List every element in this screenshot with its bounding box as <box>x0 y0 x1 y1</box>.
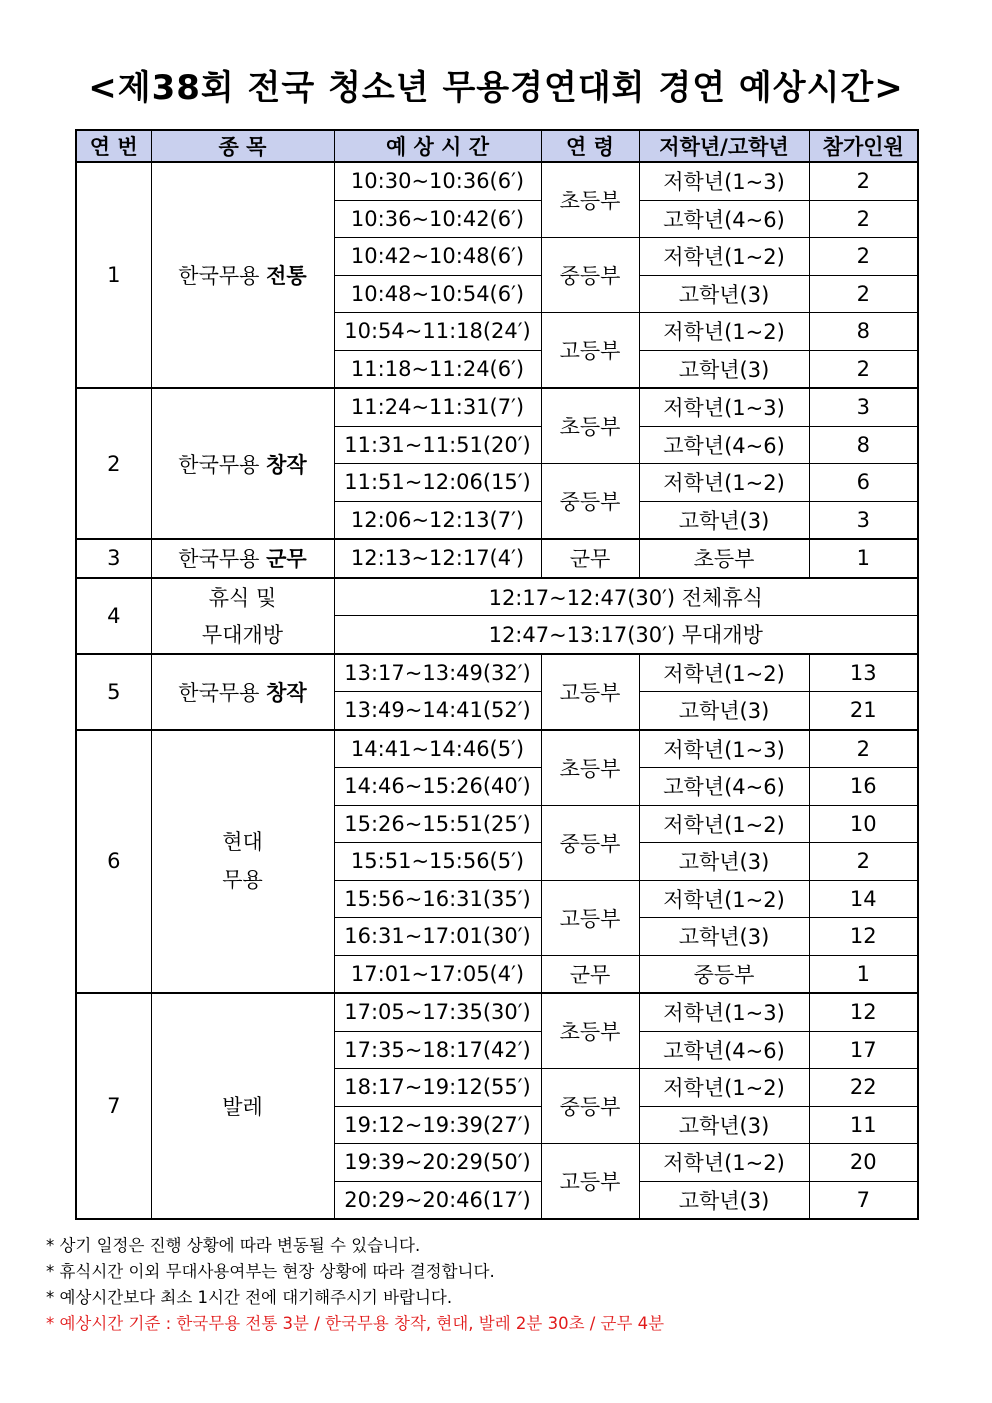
count-cell: 21 <box>809 692 918 730</box>
grade-cell: 저학년(1~3) <box>639 993 809 1031</box>
group-number: 4 <box>76 578 151 654</box>
header-time: 예 상 시 간 <box>334 130 541 162</box>
time-cell: 13:17~13:49(32′) <box>334 654 541 692</box>
grade-cell: 고학년(3) <box>639 843 809 881</box>
count-cell: 2 <box>809 200 918 238</box>
age-cell: 고등부 <box>541 654 639 730</box>
count-cell: 14 <box>809 880 918 918</box>
grade-cell: 중등부 <box>639 955 809 993</box>
grade-cell: 저학년(1~2) <box>639 238 809 276</box>
table-row <box>76 993 918 1031</box>
count-cell: 10 <box>809 805 918 843</box>
time-cell: 11:24~11:31(7′) <box>334 388 541 426</box>
time-cell: 19:39~20:29(50′) <box>334 1144 541 1182</box>
age-cell: 중등부 <box>541 238 639 313</box>
age-cell: 고등부 <box>541 313 639 389</box>
age-cell: 초등부 <box>541 993 639 1069</box>
time-cell: 14:41~14:46(5′) <box>334 730 541 768</box>
break-cell: 12:17~12:47(30′) 전체휴식 <box>334 578 918 616</box>
count-cell: 17 <box>809 1031 918 1069</box>
grade-cell: 고학년(3) <box>639 692 809 730</box>
count-cell: 11 <box>809 1106 918 1144</box>
count-cell: 20 <box>809 1144 918 1182</box>
event-name: 한국무용 창작 <box>151 654 334 730</box>
count-cell: 3 <box>809 501 918 539</box>
grade-cell: 고학년(4~6) <box>639 768 809 806</box>
time-cell: 15:51~15:56(5′) <box>334 843 541 881</box>
time-cell: 17:35~18:17(42′) <box>334 1031 541 1069</box>
count-cell: 2 <box>809 275 918 313</box>
grade-cell: 저학년(1~2) <box>639 313 809 351</box>
count-cell: 3 <box>809 388 918 426</box>
count-cell: 2 <box>809 162 918 200</box>
time-cell: 15:26~15:51(25′) <box>334 805 541 843</box>
grade-cell: 고학년(3) <box>639 275 809 313</box>
table-row <box>76 162 918 200</box>
time-cell: 11:31~11:51(20′) <box>334 426 541 464</box>
count-cell: 2 <box>809 843 918 881</box>
age-cell: 초등부 <box>541 730 639 806</box>
grade-cell: 고학년(3) <box>639 1106 809 1144</box>
grade-cell: 고학년(3) <box>639 918 809 956</box>
grade-cell: 고학년(3) <box>639 501 809 539</box>
count-cell: 2 <box>809 238 918 276</box>
count-cell: 12 <box>809 918 918 956</box>
stage-open-cell: 12:47~13:17(30′) 무대개방 <box>334 616 918 654</box>
event-name: 현대 무용 <box>151 730 334 994</box>
group-number: 7 <box>76 993 151 1219</box>
header-age: 연 령 <box>541 130 639 162</box>
time-cell: 10:48~10:54(6′) <box>334 275 541 313</box>
time-cell: 20:29~20:46(17′) <box>334 1181 541 1219</box>
note-item: * 상기 일정은 진행 상황에 따라 변동될 수 있습니다. <box>46 1236 421 1255</box>
table-row <box>76 539 918 578</box>
count-cell: 12 <box>809 993 918 1031</box>
event-name: 한국무용 전통 <box>151 162 334 388</box>
note-item: * 예상시간보다 최소 1시간 전에 대기해주시기 바랍니다. <box>46 1288 453 1307</box>
count-cell: 6 <box>809 464 918 502</box>
count-cell: 7 <box>809 1181 918 1219</box>
table-row <box>76 578 918 616</box>
group-number: 6 <box>76 730 151 994</box>
grade-cell: 초등부 <box>639 539 809 578</box>
time-cell: 18:17~19:12(55′) <box>334 1069 541 1107</box>
count-cell: 13 <box>809 654 918 692</box>
count-cell: 8 <box>809 313 918 351</box>
time-cell: 19:12~19:39(27′) <box>334 1106 541 1144</box>
count-cell: 16 <box>809 768 918 806</box>
grade-cell: 저학년(1~3) <box>639 162 809 200</box>
grade-cell: 저학년(1~2) <box>639 1144 809 1182</box>
count-cell: 2 <box>809 730 918 768</box>
notes <box>46 1233 664 1337</box>
grade-cell: 저학년(1~3) <box>639 730 809 768</box>
time-cell: 10:54~11:18(24′) <box>334 313 541 351</box>
count-cell: 2 <box>809 350 918 388</box>
age-cell: 고등부 <box>541 1144 639 1220</box>
time-cell: 11:18~11:24(6′) <box>334 350 541 388</box>
group-number: 5 <box>76 654 151 730</box>
table-row <box>76 388 918 426</box>
time-cell: 14:46~15:26(40′) <box>334 768 541 806</box>
grade-cell: 저학년(1~2) <box>639 654 809 692</box>
grade-cell: 고학년(4~6) <box>639 200 809 238</box>
age-cell: 초등부 <box>541 388 639 464</box>
event-name-line2: 무대개방 <box>151 616 334 654</box>
grade-cell: 고학년(3) <box>639 350 809 388</box>
time-cell: 13:49~14:41(52′) <box>334 692 541 730</box>
count-cell: 1 <box>809 539 918 578</box>
time-cell: 16:31~17:01(30′) <box>334 918 541 956</box>
event-name: 한국무용 군무 <box>151 539 334 578</box>
header-event: 종 목 <box>151 130 334 162</box>
grade-cell: 저학년(1~3) <box>639 388 809 426</box>
note-item: * 휴식시간 이외 무대사용여부는 현장 상황에 따라 결정합니다. <box>46 1262 495 1281</box>
grade-cell: 저학년(1~2) <box>639 464 809 502</box>
note-item-highlight: * 예상시간 기준 : 한국무용 전통 3분 / 한국무용 창작, 현대, 발레 2분 30초 / 군무 4분 <box>46 1314 665 1333</box>
time-cell: 10:36~10:42(6′) <box>334 200 541 238</box>
count-cell: 1 <box>809 955 918 993</box>
grade-cell: 저학년(1~2) <box>639 805 809 843</box>
group-number: 2 <box>76 388 151 539</box>
age-cell: 중등부 <box>541 464 639 540</box>
time-cell: 10:30~10:36(6′) <box>334 162 541 200</box>
age-cell: 군무 <box>541 955 639 993</box>
grade-cell: 고학년(4~6) <box>639 426 809 464</box>
age-cell: 중등부 <box>541 805 639 880</box>
grade-cell: 고학년(4~6) <box>639 1031 809 1069</box>
age-cell: 고등부 <box>541 880 639 955</box>
header-no: 연 번 <box>76 130 151 162</box>
table-header-row <box>76 130 918 162</box>
schedule-table <box>75 129 919 1220</box>
table-row <box>76 654 918 692</box>
event-name-line1: 휴식 및 <box>151 578 334 616</box>
table-row <box>76 616 918 654</box>
group-number: 1 <box>76 162 151 388</box>
time-cell: 10:42~10:48(6′) <box>334 238 541 276</box>
time-cell: 17:05~17:35(30′) <box>334 993 541 1031</box>
header-count: 참가인원 <box>809 130 918 162</box>
age-cell: 군무 <box>541 539 639 578</box>
group-number: 3 <box>76 539 151 578</box>
grade-cell: 저학년(1~2) <box>639 880 809 918</box>
count-cell: 8 <box>809 426 918 464</box>
event-name: 발레 <box>151 993 334 1219</box>
header-grade: 저학년/고학년 <box>639 130 809 162</box>
grade-cell: 저학년(1~2) <box>639 1069 809 1107</box>
time-cell: 17:01~17:05(4′) <box>334 955 541 993</box>
page-title: <제38회 전국 청소년 무용경연대회 경연 예상시간> <box>88 68 904 108</box>
event-name: 한국무용 창작 <box>151 388 334 539</box>
time-cell: 12:13~12:17(4′) <box>334 539 541 578</box>
time-cell: 12:06~12:13(7′) <box>334 501 541 539</box>
count-cell: 22 <box>809 1069 918 1107</box>
table-row <box>76 730 918 768</box>
age-cell: 초등부 <box>541 162 639 238</box>
grade-cell: 고학년(3) <box>639 1181 809 1219</box>
age-cell: 중등부 <box>541 1069 639 1144</box>
time-cell: 15:56~16:31(35′) <box>334 880 541 918</box>
time-cell: 11:51~12:06(15′) <box>334 464 541 502</box>
